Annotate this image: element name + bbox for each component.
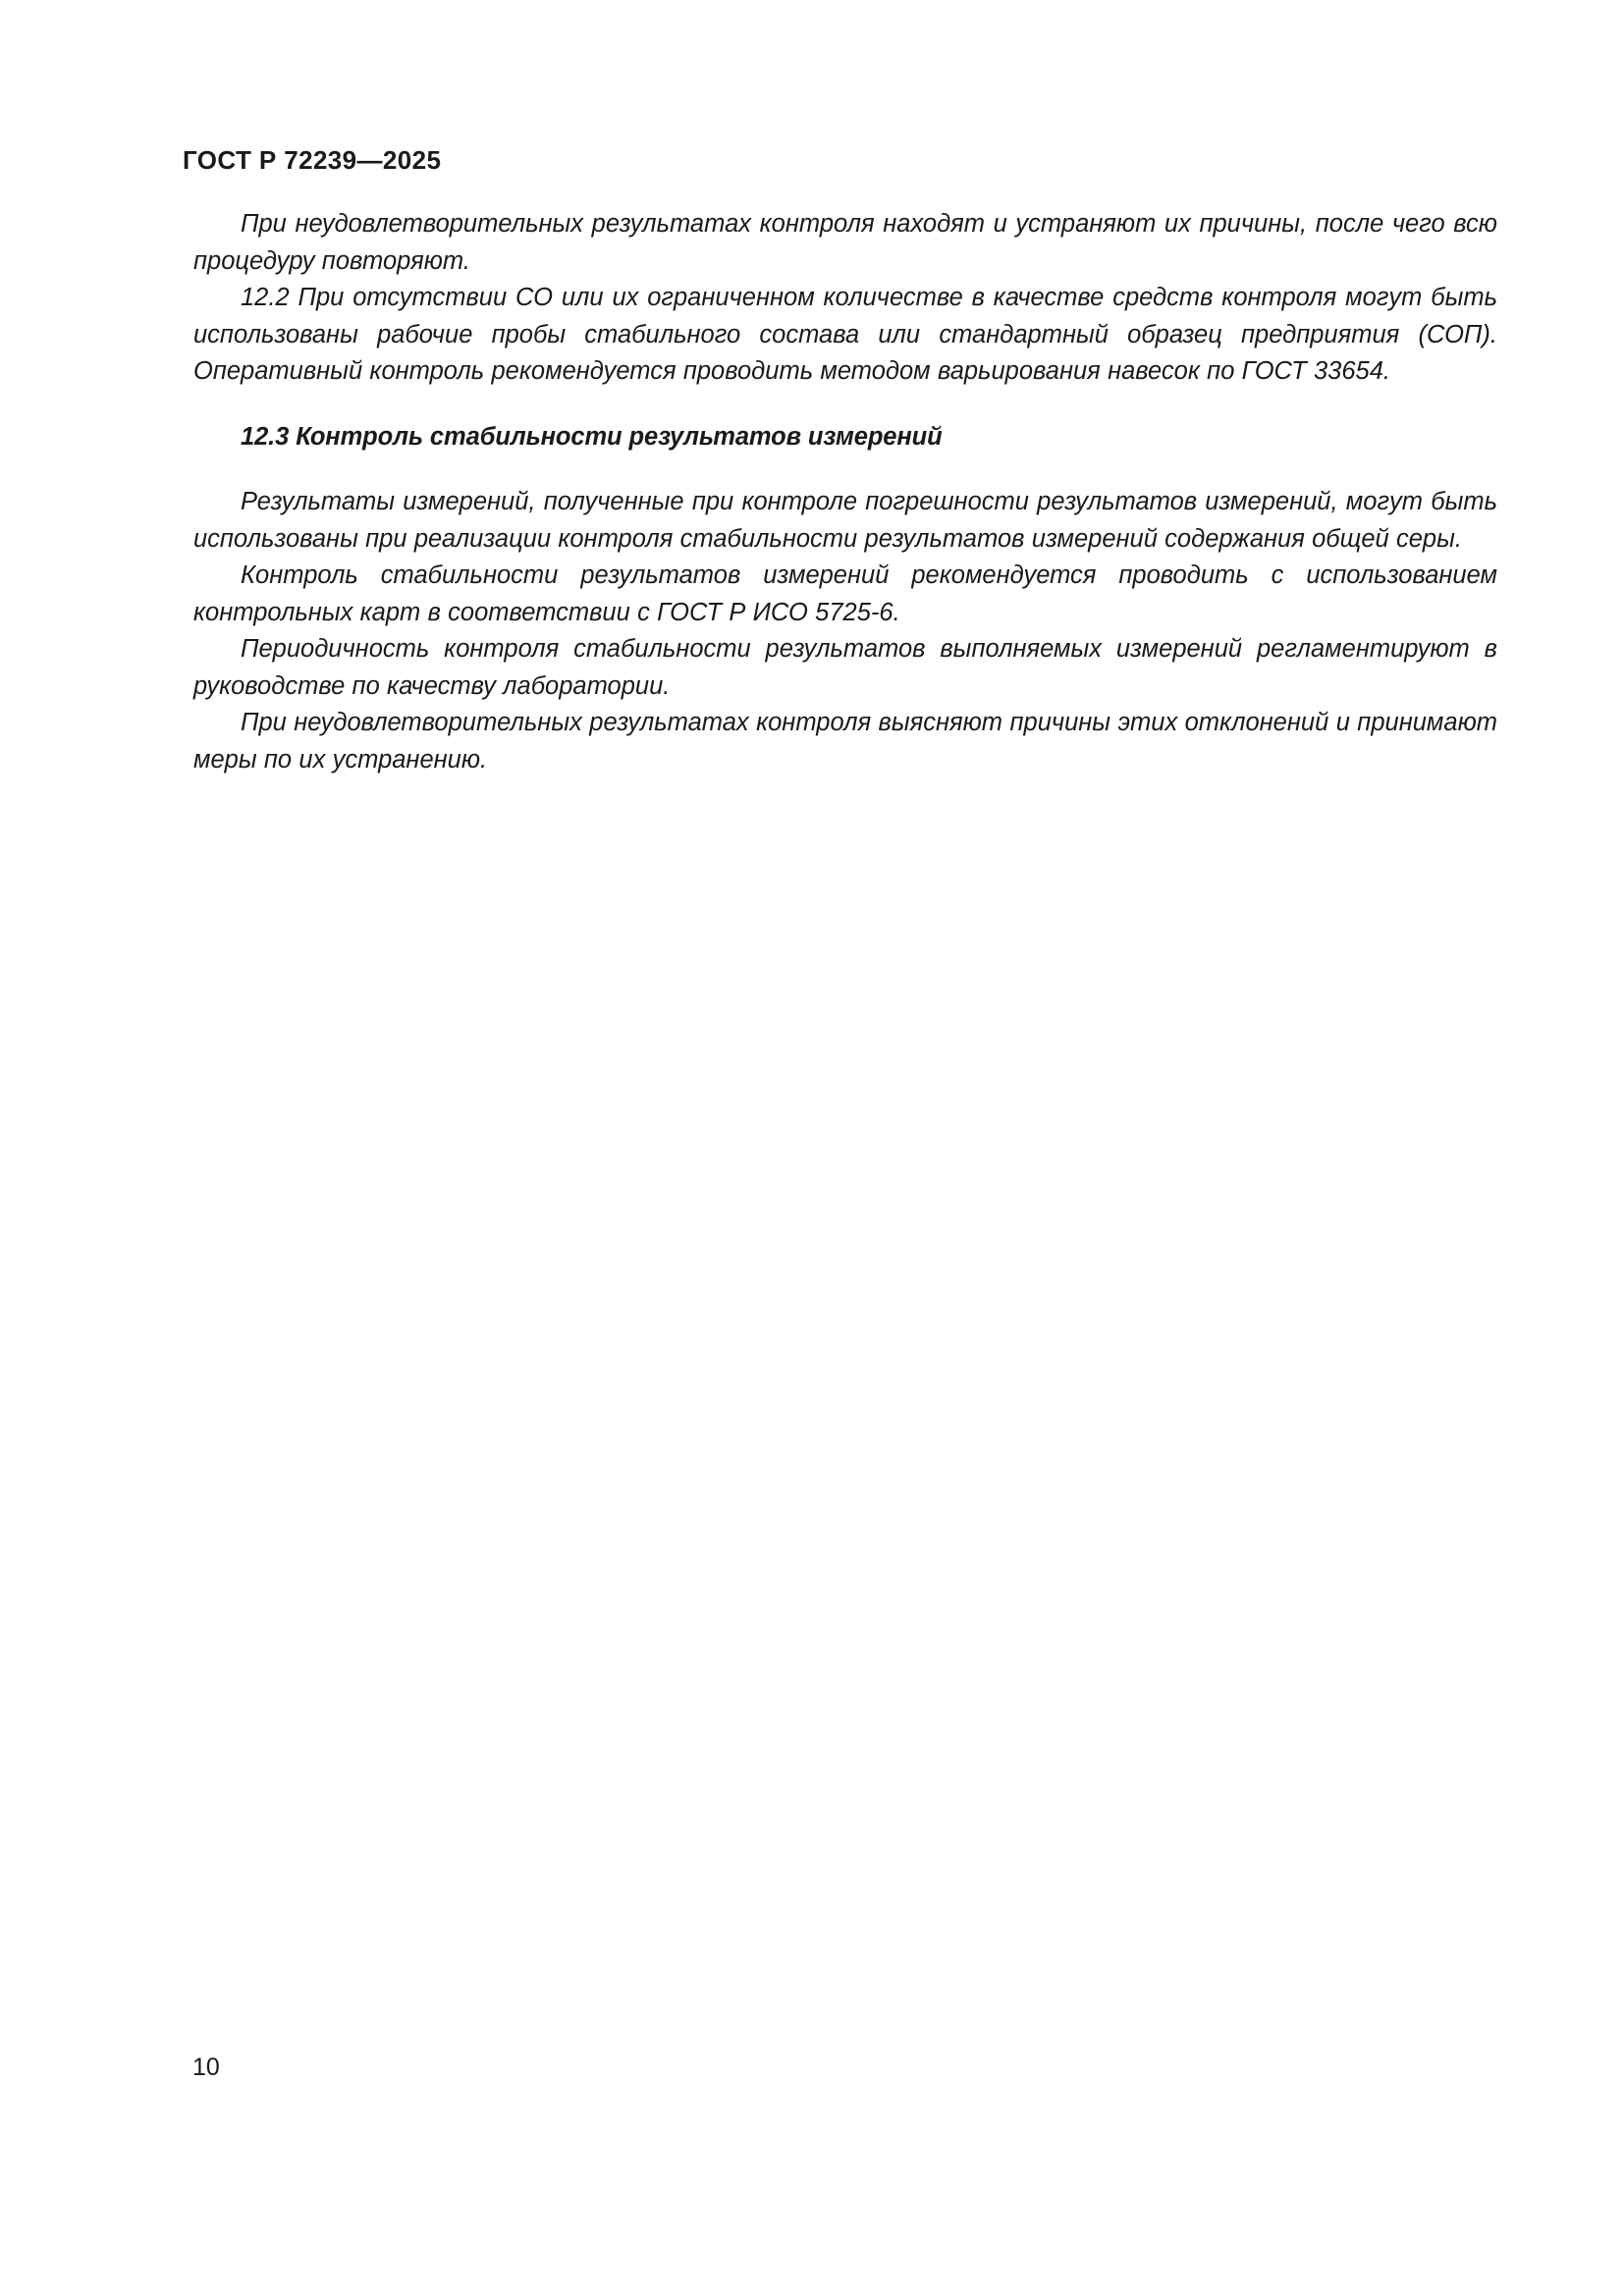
- paragraph-clause-12-2: 12.2 При отсутствии СО или их ограниченном количестве в качестве средств контроля могут быть использованы рабочие пробы стабильного состава или стандартный образец предприятия (СОП). Оперативный контроль рекомендуется проводить методом варьирования навесок по ГОСТ 33654.: [193, 284, 1497, 385]
- paragraph-results-usage: Результаты измерений, полученные при контроле погрешности результатов измерений, могут быть использованы при реализации контроля стабильности результатов измерений содержания общей серы.: [193, 488, 1497, 553]
- paragraph-control-charts: Контроль стабильности результатов измерений рекомендуется проводить с использованием контрольных карт в соответствии с ГОСТ Р ИСО 5725-6.: [193, 561, 1497, 626]
- page-number: 10: [192, 2054, 220, 2081]
- paragraph-periodicity: Периодичность контроля стабильности результатов выполняемых измерений регламентируют в руководстве по качеству лаборатории.: [193, 635, 1497, 700]
- running-head-standard-id: ГОСТ Р 72239—2025: [183, 145, 442, 175]
- spacer-before-heading: [193, 391, 1497, 419]
- paragraph-remedy: При неудовлетворительных результатах контроля находят и устраняют их причины, после чего всю процедуру повторяют.: [193, 210, 1497, 275]
- spacer-after-heading: [193, 455, 1497, 484]
- paragraph-unsatisfactory-results: При неудовлетворительных результатах контроля выясняют причины этих отклонений и принимают меры по их устранению.: [193, 709, 1497, 774]
- section-heading-12-3: 12.3 Контроль стабильности результатов измерений: [241, 422, 943, 451]
- body-text-column: [193, 206, 1497, 778]
